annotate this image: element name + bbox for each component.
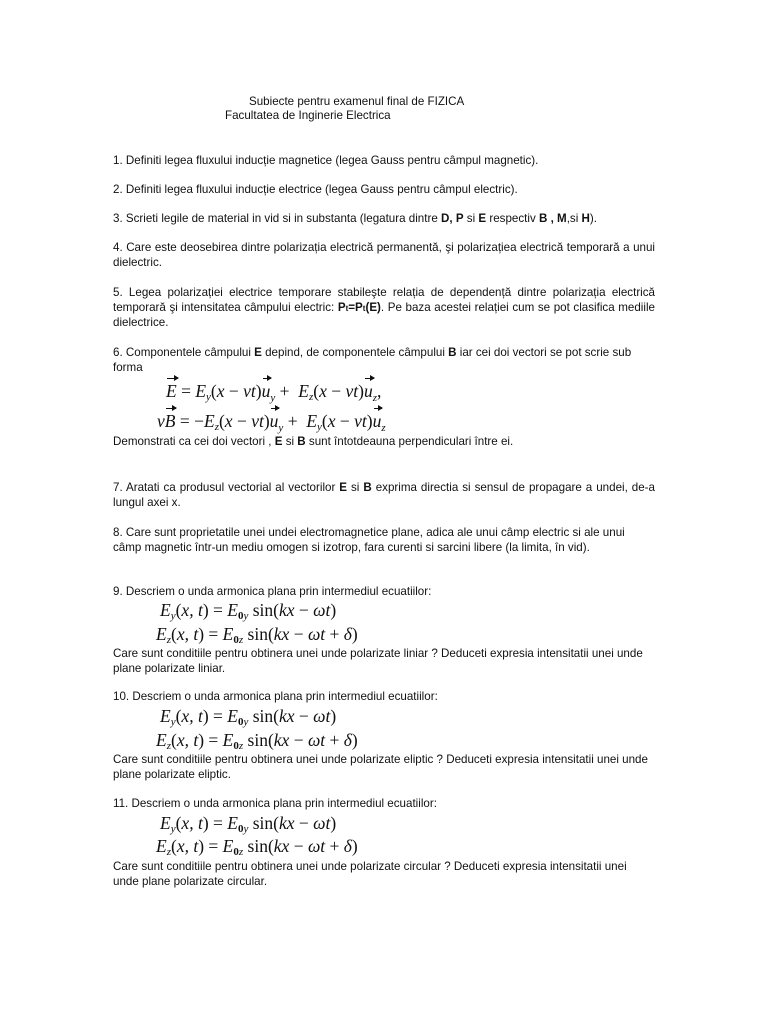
exam-title: Subiecte pentru examenul final de FIZICA	[249, 95, 465, 108]
question-3: 3. Scrieti legile de material in vid si in substanta (legatura dintre D, P si E respectiv B , M,si H).	[113, 212, 597, 225]
question-1: 1. Definiti legea fluxului inducție magnetice (legea Gauss pentru câmpul magnetic).	[113, 154, 539, 167]
equation-10-ey: $E_y(x$, $t) = E_{0y}$ sin(kx − ωt)	[160, 706, 337, 728]
question-7: 7. Aratati ca produsul vectorial al vectorilor E si B exprima directia si sensul de propagare a undei, de-a lungul axei x.	[113, 481, 655, 509]
question-10-intro: 10. Descriem o unda armonica plana prin intermediul ecuatiilor:	[113, 690, 438, 703]
question-5: 5. Legea polarizației electrice temporare stabileşte relația de dependență dintre polarizația electrică temporară şi intensitatea câmpului electric: Pt=Pt(E). Pe baza acestei relației cum se pot clasifica mediile dielectrice.	[113, 286, 655, 329]
question-6: 6. Componentele câmpului E depind, de componentele câmpului B iar cei doi vectori se pot scrie sub forma	[113, 346, 632, 374]
question-9-text: Care sunt conditiile pentru obtinera unei unde polarizate liniar ? Deduceti expresia intensitatii unei unde plane polarizate liniar.	[113, 647, 643, 675]
question-9-intro: 9. Descriem o unda armonica plana prin intermediul ecuatiilor:	[113, 585, 432, 598]
question-6-demonstration: Demonstrati ca cei doi vectori , E si B sunt întotdeauna perpendiculari între ei.	[113, 435, 514, 448]
equation-9-ez: $E_z(x$, $t) = E_{0z}$ sin(kx − ωt + δ)	[156, 624, 358, 646]
question-8: 8. Care sunt proprietatile unei undei electromagnetice plane, adica ale unui câmp electric si ale unui câmp magnetic într-un mediu omogen si izotrop, fara curenti si sarcini libere (la limita, în vid).	[113, 526, 625, 554]
equation-10-ez: $E_z(x$, $t) = E_{0z}$ sin(kx − ωt + δ)	[156, 730, 358, 752]
faculty-name: Facultatea de Inginerie Electrica	[225, 109, 391, 122]
equation-11-ey: $E_y(x$, $t) = E_{0y}$ sin(kx − ωt)	[160, 813, 337, 835]
equation-b-vector: vB = $-E_z(x - vt)u_y + E_y(x - vt)u_z$	[157, 411, 386, 434]
question-2: 2. Definiti legea fluxului inducție electrice (legea Gauss pentru câmpul electric).	[113, 183, 518, 196]
question-11-intro: 11. Descriem o unda armonica plana prin intermediul ecuatiilor:	[113, 797, 437, 810]
question-10-text: Care sunt conditiile pentru obtinera unei unde polarizate eliptic ? Deduceti expresia intensitatii unei unde plane polarizate eliptic.	[113, 753, 648, 781]
question-4: 4. Care este deosebirea dintre polarizația electrică permanentă, şi polarizațiea electrică temporară a unui dielectric.	[113, 241, 655, 269]
question-11-text: Care sunt conditiile pentru obtinera unei unde polarizate circular ? Deduceti expresia intensitatii unei unde plane polarizate circular.	[113, 860, 627, 888]
equation-11-ez: $E_z(x$, $t) = E_{0z}$ sin(kx − ωt + δ)	[156, 836, 358, 858]
equation-e-vector: $E = E_y(x - vt)u_y + E_z(x - vt)u_z$,	[166, 381, 382, 404]
equation-9-ey: $E_y(x$, $t) = E_{0y}$ sin(kx − ωt)	[160, 600, 337, 622]
